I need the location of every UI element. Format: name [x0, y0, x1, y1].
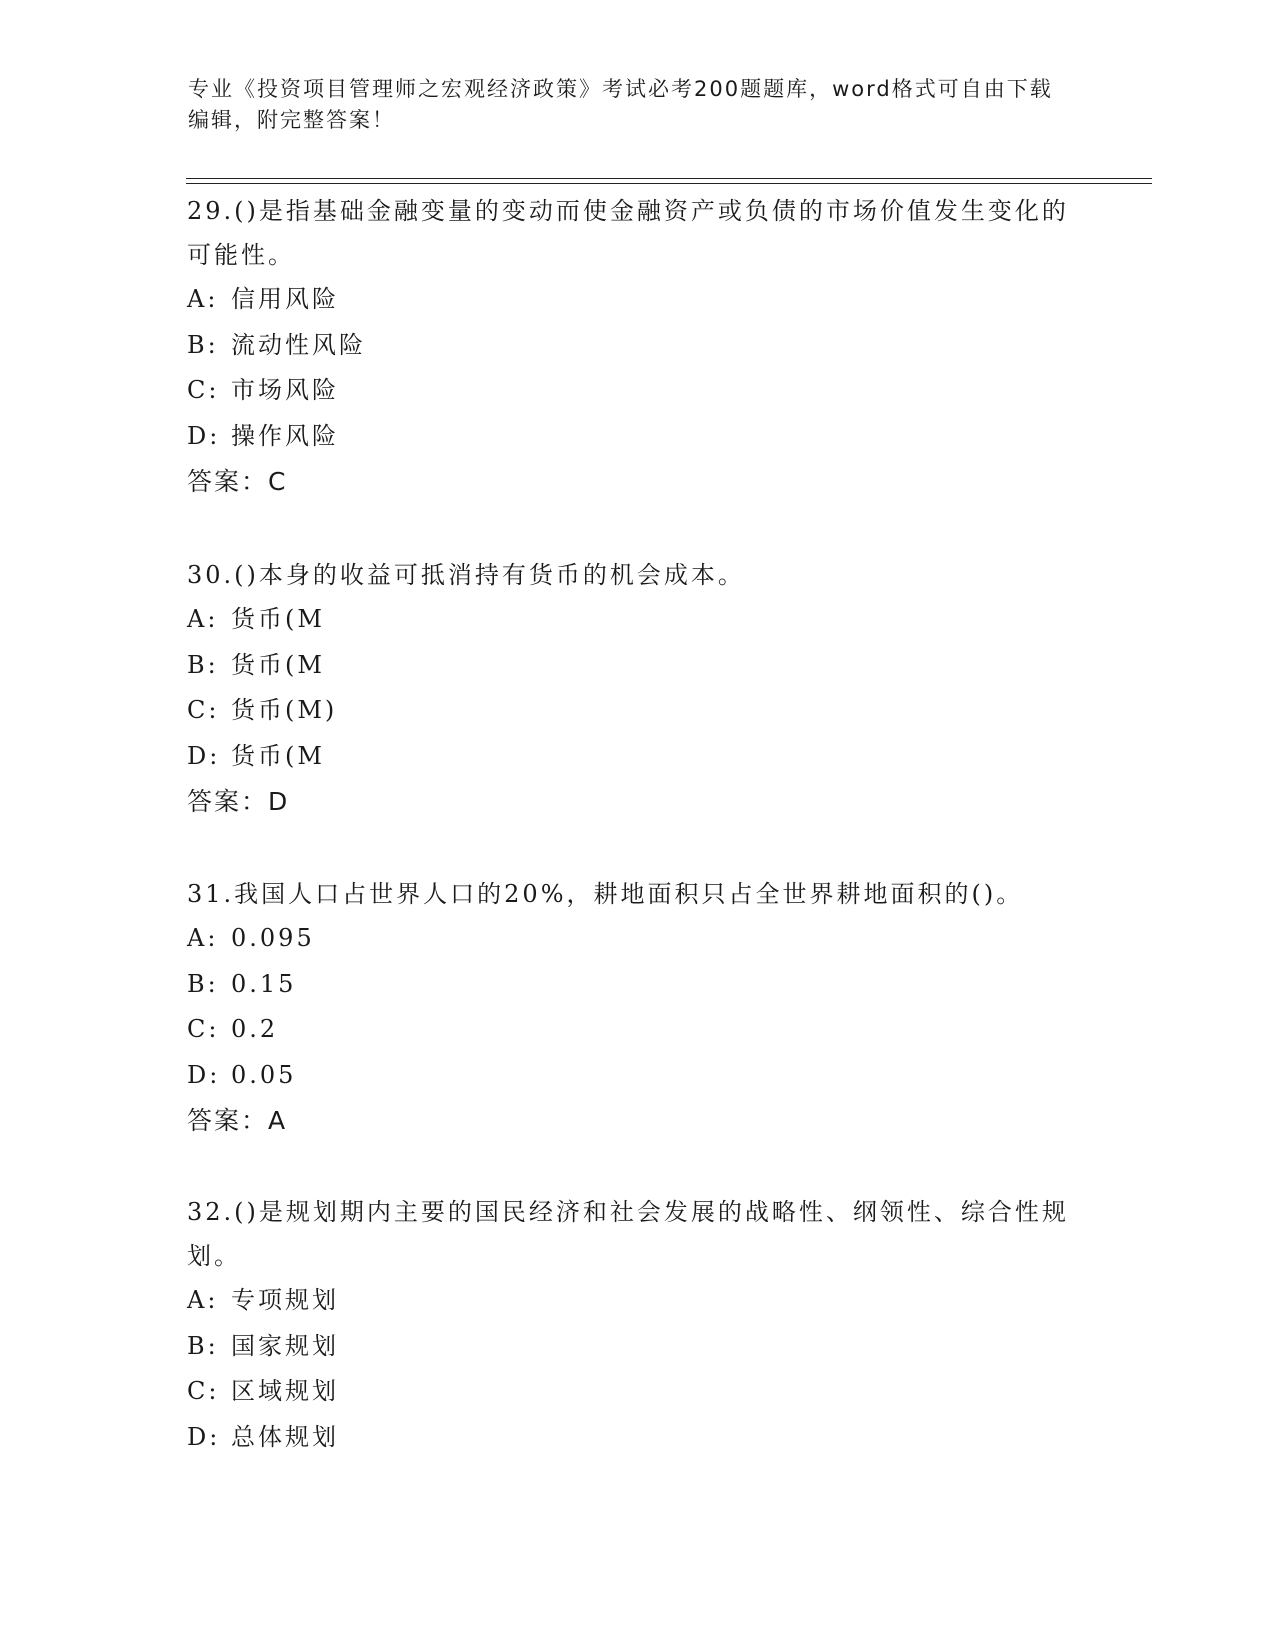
question-30	[187, 553, 1087, 824]
option-b	[187, 643, 1087, 689]
option-letter: A:	[187, 605, 219, 633]
option-b	[187, 1324, 1087, 1370]
option-text: 0.095	[231, 924, 315, 952]
header-divider-bottom	[186, 183, 1152, 184]
option-text: 国家规划	[231, 1331, 339, 1360]
question-stem: 30.()本身的收益可抵消持有货币的机会成本。	[187, 561, 745, 589]
option-letter: A:	[187, 1286, 219, 1314]
option-a	[187, 916, 1087, 962]
option-letter: A:	[187, 285, 219, 313]
header-divider-top	[186, 178, 1152, 179]
option-d	[187, 734, 1087, 780]
option-letter: C:	[187, 1015, 220, 1043]
option-letter: B:	[187, 330, 219, 359]
question-32	[187, 1190, 1087, 1460]
option-letter: A:	[187, 924, 219, 952]
option-letter: D:	[187, 1422, 221, 1451]
option-d	[187, 1415, 1087, 1461]
option-b	[187, 323, 1087, 369]
option-text: 区域规划	[231, 1377, 339, 1405]
option-letter: B:	[187, 969, 219, 998]
option-text: 0.2	[231, 1015, 279, 1043]
option-c	[187, 688, 1087, 734]
option-d	[187, 414, 1087, 460]
option-letter: C:	[187, 1377, 220, 1405]
option-d	[187, 1053, 1087, 1099]
option-c	[187, 1369, 1087, 1415]
question-29	[187, 189, 1087, 504]
question-stem: 29.()是指基础金融变量的变动而使金融资产或负债的市场价值发生变化的可能性。	[187, 197, 1069, 269]
option-letter: B:	[187, 1331, 219, 1360]
option-text: 货币(M	[231, 741, 325, 770]
option-text: 流动性风险	[231, 330, 366, 359]
option-text: 货币(M	[231, 650, 325, 679]
option-a	[187, 1278, 1087, 1324]
option-b	[187, 962, 1087, 1008]
option-letter: B:	[187, 650, 219, 679]
option-text: 0.05	[231, 1060, 297, 1089]
option-c	[187, 1007, 1087, 1053]
question-stem: 31.我国人口占世界人口的20%，耕地面积只占全世界耕地面积的()。	[187, 880, 1024, 908]
option-letter: D:	[187, 421, 221, 450]
option-letter: C:	[187, 376, 220, 404]
option-c	[187, 368, 1087, 414]
document-header: 专业《投资项目管理师之宏观经济政策》考试必考200题题库，word格式可自由下载编辑，附完整答案！	[188, 77, 1053, 132]
option-letter: C:	[187, 696, 220, 724]
option-text: 货币(M	[231, 605, 325, 633]
answer-line: 答案：D	[187, 787, 290, 816]
option-text: 操作风险	[231, 421, 339, 450]
answer-line: 答案：A	[187, 1106, 288, 1135]
option-a	[187, 277, 1087, 323]
question-31	[187, 872, 1087, 1143]
question-stem: 32.()是规划期内主要的国民经济和社会发展的战略性、纲领性、综合性规划。	[187, 1198, 1069, 1270]
option-letter: D:	[187, 1060, 221, 1089]
option-letter: D:	[187, 741, 221, 770]
answer-line: 答案：C	[187, 467, 288, 496]
option-text: 总体规划	[231, 1422, 339, 1451]
option-text: 0.15	[231, 969, 297, 998]
option-text: 专项规划	[231, 1286, 339, 1314]
option-text: 货币(M)	[231, 696, 338, 724]
option-text: 市场风险	[231, 376, 339, 404]
option-a	[187, 597, 1087, 643]
option-text: 信用风险	[231, 285, 339, 313]
